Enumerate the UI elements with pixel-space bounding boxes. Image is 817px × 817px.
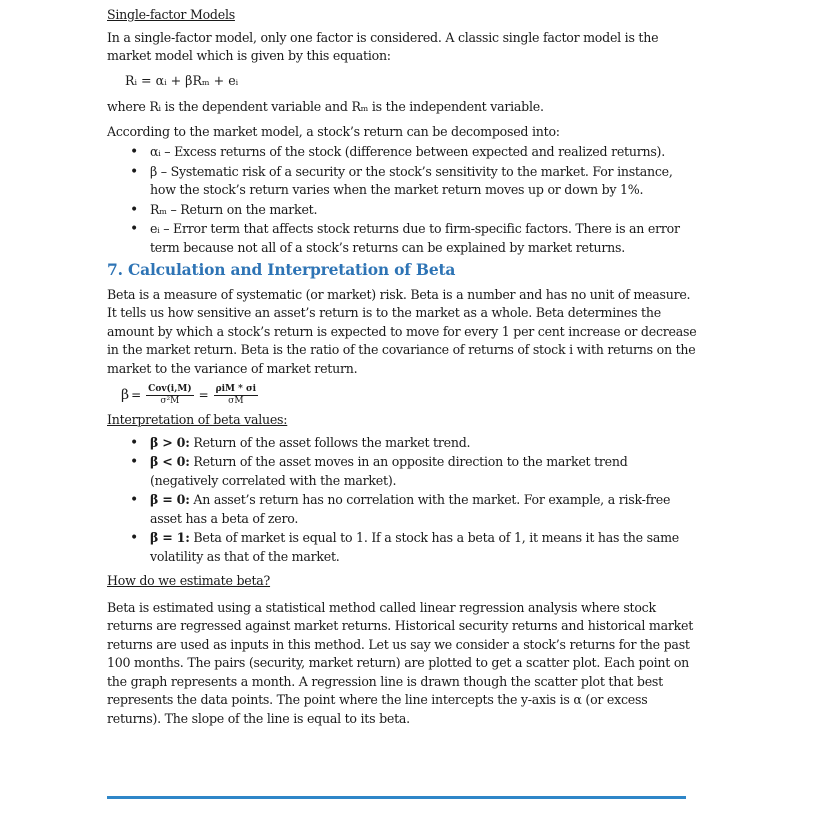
item-label: β > 0: [150,434,190,450]
item-text: – Systematic risk of a security or the stock’s sensitivity to the market. For instance, how the stock’s return varies when the market return moves up or down by 1%. [150,163,673,197]
list-item [107,491,697,528]
item-symbol: eᵢ [150,221,160,236]
interpretation-heading: Interpretation of beta values: [107,412,288,427]
where-paragraph: where Rᵢ is the dependent variable and Rₘ is the independent variable. [107,99,544,114]
item-text: Return of the asset follows the market trend. [189,434,471,450]
item-text: Beta of market is equal to 1. If a stock has a beta of 1, it means it has the same volatility as that of the market. [150,530,679,564]
covariance-fraction [146,384,193,407]
fraction-denominator: σM [228,396,244,406]
item-symbol: αᵢ [150,144,161,159]
list-item [107,201,697,220]
beta-paragraph: Beta is a measure of systematic (or market) risk. Beta is a number and has no unit of measure. It tells us how sensitive an asset’s return is to the market as a whole. Beta determines the amount by which a stock’s return is expected to move for every 1 per cent increase or decrease in the market return. Beta is the ratio of the covariance of returns of stock i with returns on the market to the variance of market return. [107,286,697,376]
list-item [107,143,697,162]
fraction-numerator: Cov(i,M) [148,384,192,394]
list-item [107,453,697,490]
formula-beta: β [121,387,130,404]
formula-equals: = [131,388,142,403]
item-text: Return of the asset moves in an opposite direction to the market trend (negatively correlated with the market). [150,454,628,488]
formula-equals: = [198,388,209,403]
item-label: β = 0: [150,492,190,507]
correlation-fraction [214,384,258,407]
item-text: – Excess returns of the stock (difference between expected and realized returns). [160,144,665,159]
item-text: – Return on the market. [166,201,318,217]
fraction-denominator: σ²M [160,396,180,406]
intro-paragraph: In a single-factor model, only one factor is considered. A classic single factor model is the market model which is given by this equation: [107,29,659,63]
estimate-heading: How do we estimate beta? [107,573,271,588]
list-item [107,529,697,566]
estimate-paragraph: Beta is estimated using a statistical method called linear regression analysis where stock returns are regressed against market returns. Historical security returns and historical market returns are used as inputs in this method. Let us say we consider a stock’s returns for the past 100 months. The pairs (security, market return) are plotted to get a scatter plot. Each point on the graph represents a month. A regression line is drawn though the scatter plot that best represents the data points. The point where the line intercepts the y-axis is α (or excess returns). The slope of the line is equal to its beta. [107,599,694,726]
interpretation-list [107,434,697,567]
item-symbol: Rₘ [150,201,167,217]
document-content [107,6,697,734]
single-factor-heading: Single-factor Models [107,7,235,22]
market-model-equation: Rᵢ = αᵢ + βRₘ + eᵢ [125,72,239,88]
item-text: – Error term that affects stock returns due to firm-specific factors. There is an error term because not all of a stock’s returns can be explained by market returns. [150,221,680,255]
item-label: β = 1: [150,530,190,545]
fraction-numerator: ρiM * σi [215,384,257,394]
bottom-divider [107,796,686,799]
list-item [107,163,697,200]
item-symbol: β [150,163,158,179]
decomposition-intro: According to the market model, a stock’s return can be decomposed into: [107,123,560,139]
decomposition-list [107,143,697,257]
item-label: β < 0: [150,454,190,469]
beta-formula [121,384,697,407]
list-item [107,220,697,257]
beta-section-title: 7. Calculation and Interpretation of Beta [107,260,456,279]
list-item [107,434,697,453]
item-text: An asset’s return has no correlation with the market. For example, a risk-free asset has a beta of zero. [150,492,671,526]
